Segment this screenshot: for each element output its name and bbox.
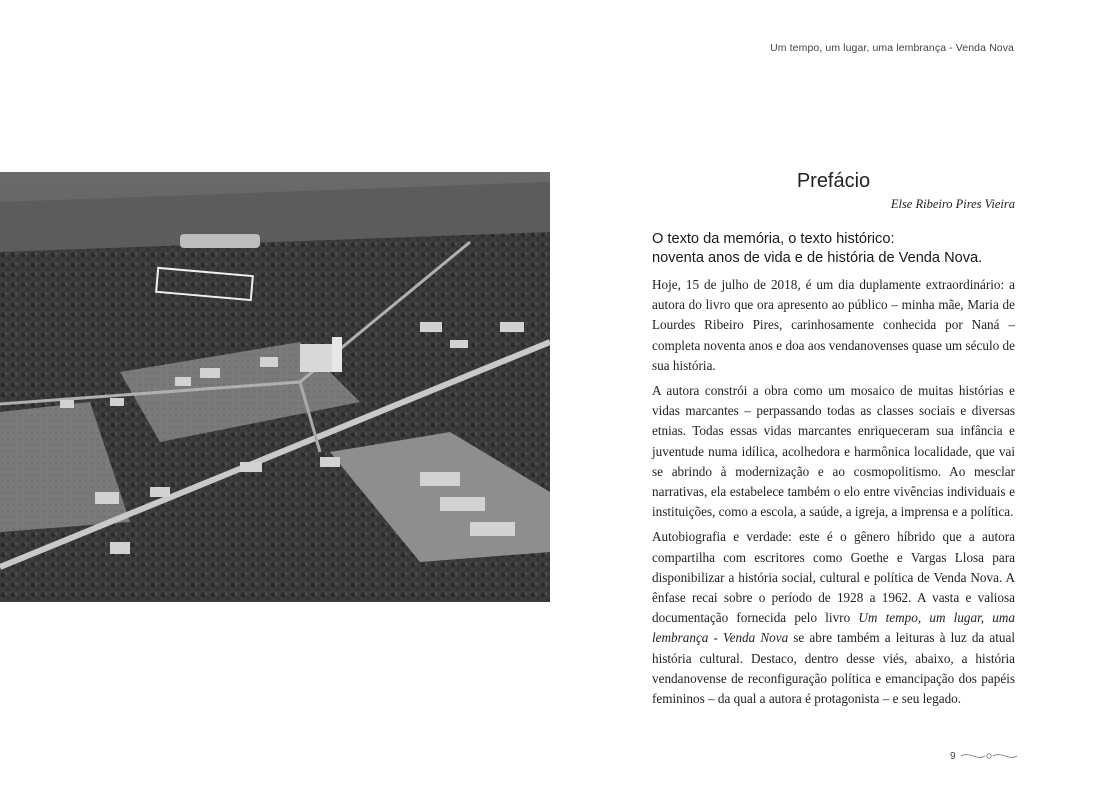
ornament-icon: [959, 750, 1019, 762]
book-title-italic: Um tempo, um lugar, uma lembrança - Venda Nova: [652, 610, 1015, 646]
page-number: 9: [950, 750, 956, 762]
paragraph-3: [652, 527, 1015, 709]
running-header: Um tempo, um lugar, uma lembrança - Venda Nova: [770, 42, 1014, 54]
paragraph-1: Hoje, 15 de julho de 2018, é um dia duplamente extraordinário: a autora do livro que ora apresento ao público – minha mãe, Maria de Lourdes Ribeiro Pires, carinhosamente conhecida por Naná – completa noventa anos e doa aos vendanovenses quase um século de sua história.: [652, 277, 1015, 373]
aerial-town-photo: [0, 172, 550, 602]
section-subheading: [652, 230, 1015, 268]
paragraph-3-part-1: Autobiografia e verdade: este é o gênero híbrido que a autora compartilha com escritores como Goethe e Vargas Llosa para disponibilizar a história social, cultural e política de Venda Nova. A ênfase recai sobre o período de 1928 a 1962. A vasta e valiosa documentação fornecida pelo livro: [652, 529, 1015, 626]
author-name: Else Ribeiro Pires Vieira: [890, 197, 1015, 211]
page-title: Prefácio: [796, 170, 871, 192]
paragraph-3-part-2: se abre também a leituras à luz da atual história cultural. Destaco, dentro desse viés, abaixo, a história vendanovense de reconfiguração política e emancipação dos papéis femininos – da qual a autora é protagonista – e seu legado.: [652, 630, 1016, 707]
subhead-line-1: O texto da memória, o texto histórico:: [652, 231, 895, 247]
page-footer: [950, 750, 1019, 762]
subhead-line-2: noventa anos de vida e de história de Venda Nova.: [652, 250, 983, 266]
paragraph-2: A autora constrói a obra como um mosaico de muitas histórias e vidas marcantes – perpassando todas as classes sociais e diversas etnias. Todas essas vidas marcantes enriqueceram sua infância e juventude numa idílica, acolhedora e harmônica localidade, que vai se abrindo à modernização e ao cosmopolitismo. Ao mesclar narrativas, ela estabelece também o elo entre vivências individuais e instituições, como a escola, a saúde, a igreja, a imprensa e a política.: [652, 383, 1015, 520]
aerial-photo-graphic: [0, 172, 550, 602]
body-text: [652, 275, 1015, 714]
